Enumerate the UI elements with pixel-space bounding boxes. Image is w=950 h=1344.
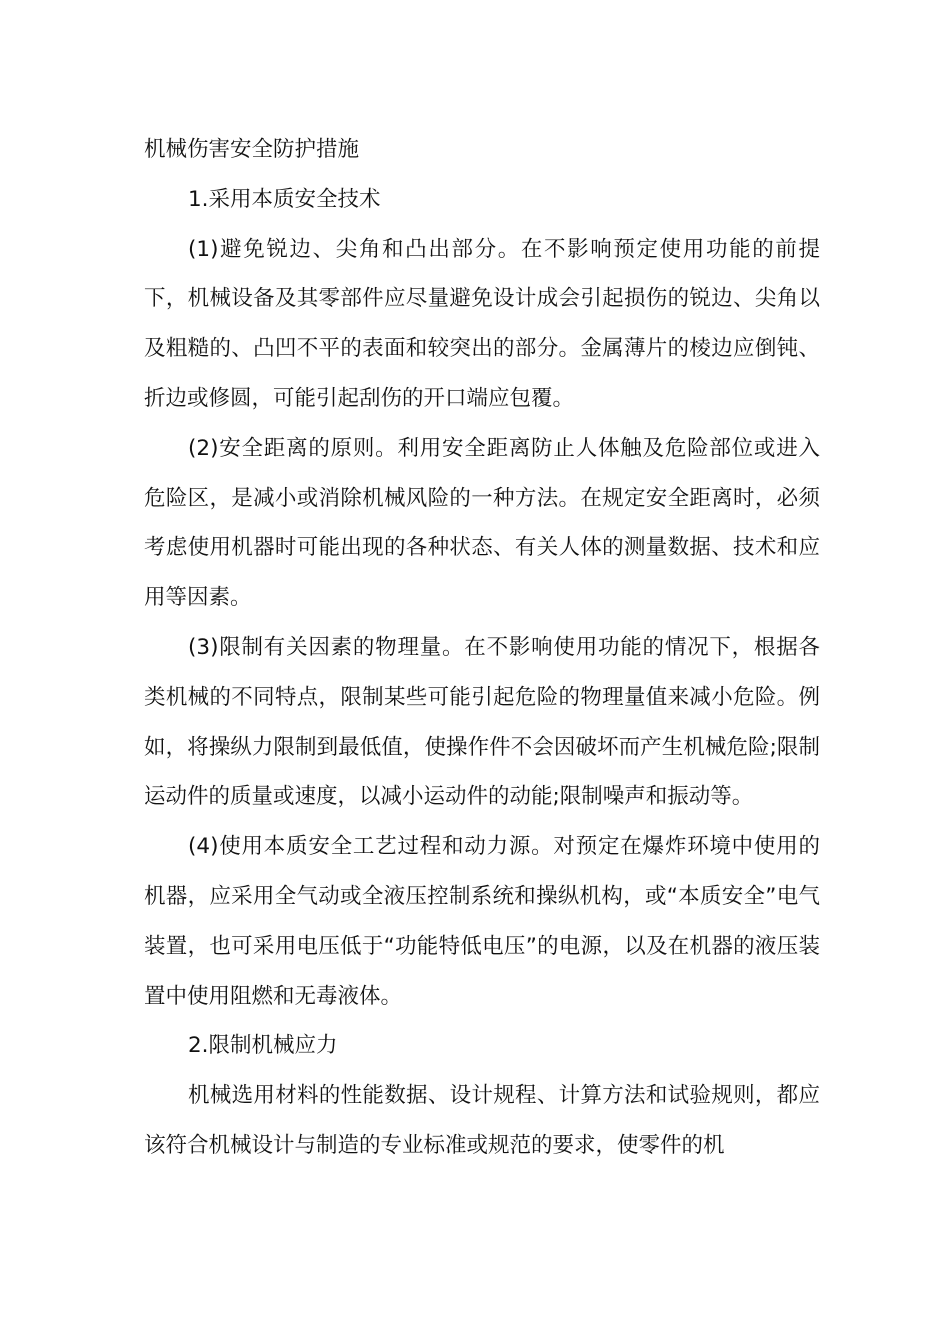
document-title: 机械伤害安全防护措施 bbox=[144, 137, 360, 162]
paragraph-sharp-edges: (1)避免锐边、尖角和凸出部分。在不影响预定使用功能的前提下，机械设备及其零部件应尽量避免设计成会引起损伤的锐边、尖角以及粗糙的、凸凹不平的表面和较突出的部分。金属薄片的棱边应倒钝、折边或修圆，可能引起刮伤的开口端应包覆。 bbox=[144, 236, 820, 411]
paragraph-intrinsic-safety-process: (4)使用本质安全工艺过程和动力源。对预定在爆炸环境中使用的机器，应采用全气动或全液压控制系统和操纵机构，或“本质安全”电气装置，也可采用电压低于“功能特低电压”的电源，以及在机器的液压装置中使用阻燃和无毒液体。 bbox=[144, 834, 820, 1009]
document-body bbox=[144, 125, 820, 1171]
section-heading-2: 2.限制机械应力 bbox=[188, 1033, 338, 1059]
section-heading-1: 1.采用本质安全技术 bbox=[188, 186, 381, 212]
paragraph-mechanical-stress: 机械选用材料的性能数据、设计规程、计算方法和试验规则，都应该符合机械设计与制造的专业标准或规范的要求，使零件的机 bbox=[144, 1083, 820, 1158]
paragraph-physical-quantities: (3)限制有关因素的物理量。在不影响使用功能的情况下，根据各类机械的不同特点，限制某些可能引起危险的物理量值来减小危险。例如，将操纵力限制到最低值，使操作件不会因破坏而产生机械危险;限制运动件的质量或速度，以减小运动件的动能;限制噪声和振动等。 bbox=[144, 634, 820, 810]
paragraph-safety-distance: (2)安全距离的原则。利用安全距离防止人体触及危险部位或进入危险区，是减小或消除机械风险的一种方法。在规定安全距离时，必须考虑使用机器时可能出现的各种状态、有关人体的测量数据、技术和应用等因素。 bbox=[144, 435, 820, 611]
